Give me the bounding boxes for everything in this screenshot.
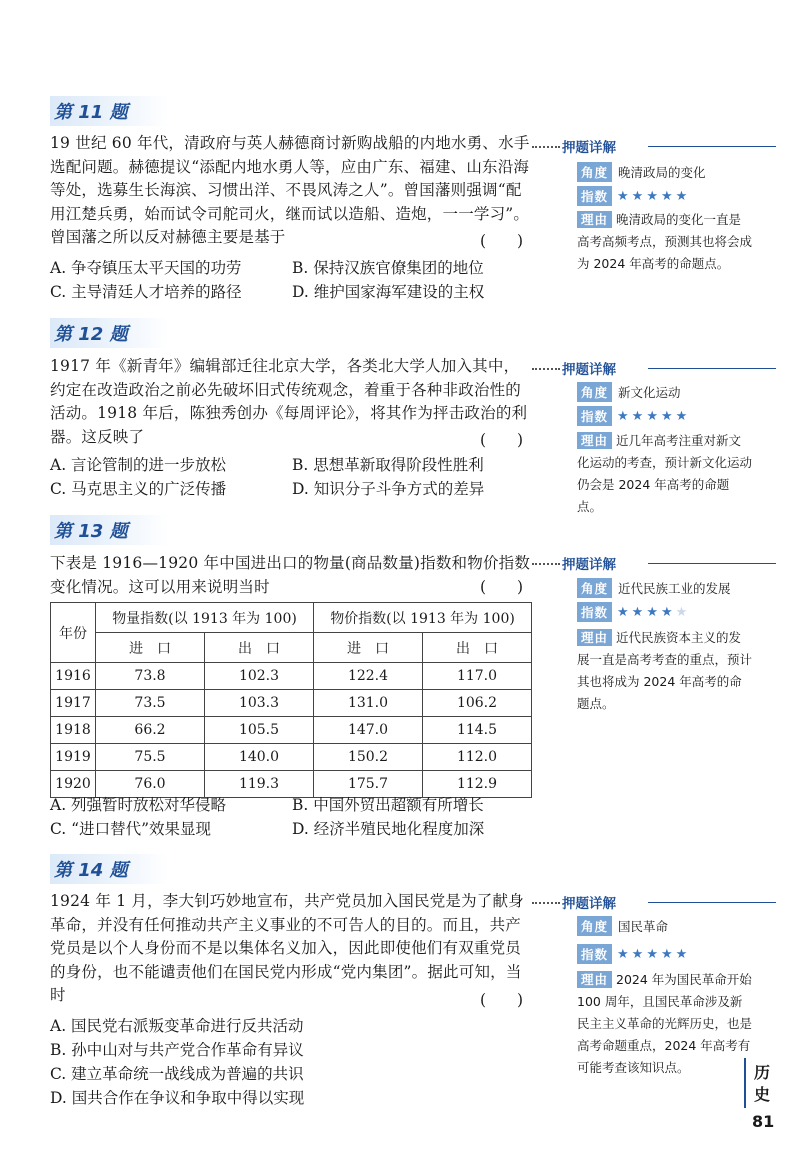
option-b[interactable]: B. 保持汉族官僚集团的地位 xyxy=(292,259,484,277)
price-import-header: 进 口 xyxy=(314,633,423,663)
answer-bracket: ( ) xyxy=(480,578,524,596)
table-row: 1918 66.2 105.5 147.0 114.5 xyxy=(51,717,532,744)
question-title: 第 14 题 xyxy=(50,854,168,884)
option-d[interactable]: D. 经济半殖民地化程度加深 xyxy=(292,820,485,838)
page-number: 81 xyxy=(752,1112,775,1131)
rating-stars: ★★★★★ xyxy=(617,946,691,962)
index-tag: 指数 xyxy=(577,944,612,964)
answer-bracket: ( ) xyxy=(480,991,524,1009)
options xyxy=(50,1014,540,1110)
angle-tag: 角度 xyxy=(577,578,612,598)
option-b[interactable]: B. 思想革新取得阶段性胜利 xyxy=(292,456,484,474)
question-stem: 19 世纪 60 年代，清政府与英人赫德商讨新购战船的内地水勇、水手选配问题。赫德提议“添配内地水勇人等，应由广东、福建、山东沿海等处，选募生长海滨、习惯出洋、不畏风涛之人”。曾国藩则强调“配用江楚兵勇，始而试令司舵司火，继而试以造船、造炮，一一学习”。曾国藩之所以反对赫德主要是基于 xyxy=(50,134,530,246)
analysis-header: 押题详解 xyxy=(532,892,780,912)
option-d[interactable]: D. 国共合作在争议和争取中得以实现 xyxy=(50,1089,305,1107)
reason-tag: 理由 xyxy=(577,211,612,228)
table-row: 1916 73.8 102.3 122.4 117.0 xyxy=(51,663,532,690)
rating-stars: ★★★★★ xyxy=(617,604,691,620)
angle-tag: 角度 xyxy=(577,162,612,182)
angle-text: 晚清政局的变化 xyxy=(618,165,706,180)
angle-text: 新文化运动 xyxy=(618,385,681,400)
volume-export-header: 出 口 xyxy=(205,633,314,663)
option-a[interactable]: A. 言论管制的进一步放松 xyxy=(50,456,227,474)
answer-bracket: ( ) xyxy=(480,431,524,449)
option-a[interactable]: A. 列强暂时放松对华侵略 xyxy=(50,796,227,814)
option-b[interactable]: B. 孙中山对与共产党合作革命有异议 xyxy=(50,1041,304,1059)
option-c[interactable]: C. 主导清廷人才培养的路径 xyxy=(50,283,242,301)
option-d[interactable]: D. 维护国家海军建设的主权 xyxy=(292,283,485,301)
option-d[interactable]: D. 知识分子斗争方式的差异 xyxy=(292,480,485,498)
reason-text: 理由 2024 年为国民革命开始 100 周年，且国民革命涉及新民主主义革命的光辉历史，也是高考命题重点，2024 年高考有可能考查该知识点。 xyxy=(577,972,753,1075)
table-row: 1917 73.5 103.3 131.0 106.2 xyxy=(51,690,532,717)
price-export-header: 出 口 xyxy=(423,633,532,663)
reason-tag: 理由 xyxy=(577,971,612,988)
rating-stars: ★★★★★ xyxy=(617,408,691,424)
reason-text: 理由 近代民族资本主义的发展一直是高考考查的重点，预计其也将成为 2024 年高考的命题点。 xyxy=(577,630,753,711)
index-tag: 指数 xyxy=(577,406,612,426)
analysis-header: 押题详解 xyxy=(532,553,780,573)
option-a[interactable]: A. 争夺镇压太平天国的功劳 xyxy=(50,259,242,277)
question-title: 第 12 题 xyxy=(50,318,168,348)
angle-text: 近代民族工业的发展 xyxy=(618,581,731,596)
options xyxy=(50,256,540,304)
volume-import-header: 进 口 xyxy=(96,633,205,663)
analysis-header: 押题详解 xyxy=(532,358,780,378)
option-c[interactable]: C. 马克思主义的广泛传播 xyxy=(50,480,227,498)
question-stem: 1917 年《新青年》编辑部迁往北京大学，各类北大学人加入其中，约定在改造政治之前必先破坏旧式传统观念，着重于各种非政治性的活动。1918 年后，陈独秀创办《每周评论》，将其作为抨击政治的利器。这反映了 xyxy=(50,357,528,446)
reason-tag: 理由 xyxy=(577,432,612,449)
question-title: 第 13 题 xyxy=(50,515,168,545)
reason-text: 理由 晚清政局的变化一直是高考高频考点，预测其也将会成为 2024 年高考的命题点。 xyxy=(577,212,753,271)
rating-stars: ★★★★★ xyxy=(617,188,691,204)
question-stem: 下表是 1916—1920 年中国进出口的物量(商品数量)指数和物价指数变化情况。这可以用来说明当时 xyxy=(50,554,531,596)
angle-tag: 角度 xyxy=(577,916,612,936)
index-tag: 指数 xyxy=(577,186,612,206)
analysis-header: 押题详解 xyxy=(532,136,780,156)
options xyxy=(50,453,540,501)
option-b[interactable]: B. 中国外贸出超额有所增长 xyxy=(292,796,484,814)
option-c[interactable]: C. “进口替代”效果显现 xyxy=(50,820,212,838)
reason-tag: 理由 xyxy=(577,629,612,646)
index-tag: 指数 xyxy=(577,602,612,622)
trade-index-table xyxy=(50,602,532,798)
options xyxy=(50,793,540,841)
option-a[interactable]: A. 国民党右派叛变革命进行反共活动 xyxy=(50,1017,304,1035)
option-c[interactable]: C. 建立革命统一战线成为普遍的共识 xyxy=(50,1065,304,1083)
volume-index-header: 物量指数(以 1913 年为 100) xyxy=(96,603,314,633)
col-year-header: 年份 xyxy=(51,603,96,663)
angle-text: 国民革命 xyxy=(618,919,669,934)
reason-text: 理由 近几年高考注重对新文化运动的考查，预计新文化运动仍会是 2024 年高考的命题点。 xyxy=(577,433,753,514)
table-row: 1920 76.0 119.3 175.7 112.9 xyxy=(51,771,532,798)
angle-tag: 角度 xyxy=(577,382,612,402)
question-title: 第 11 题 xyxy=(50,96,168,126)
price-index-header: 物价指数(以 1913 年为 100) xyxy=(314,603,532,633)
question-stem: 1924 年 1 月，李大钊巧妙地宣布，共产党员加入国民党是为了献身革命，并没有任何推动共产主义事业的不可告人的目的。而且，共产党员是以个人身份而不是以集体名义加入，因此即使他们有双重党员的身份，也不能谴责他们在国民党内形成“党内集团”。据此可知，当时 xyxy=(50,892,524,1004)
answer-bracket: ( ) xyxy=(480,232,524,250)
table-row: 1919 75.5 140.0 150.2 112.0 xyxy=(51,744,532,771)
